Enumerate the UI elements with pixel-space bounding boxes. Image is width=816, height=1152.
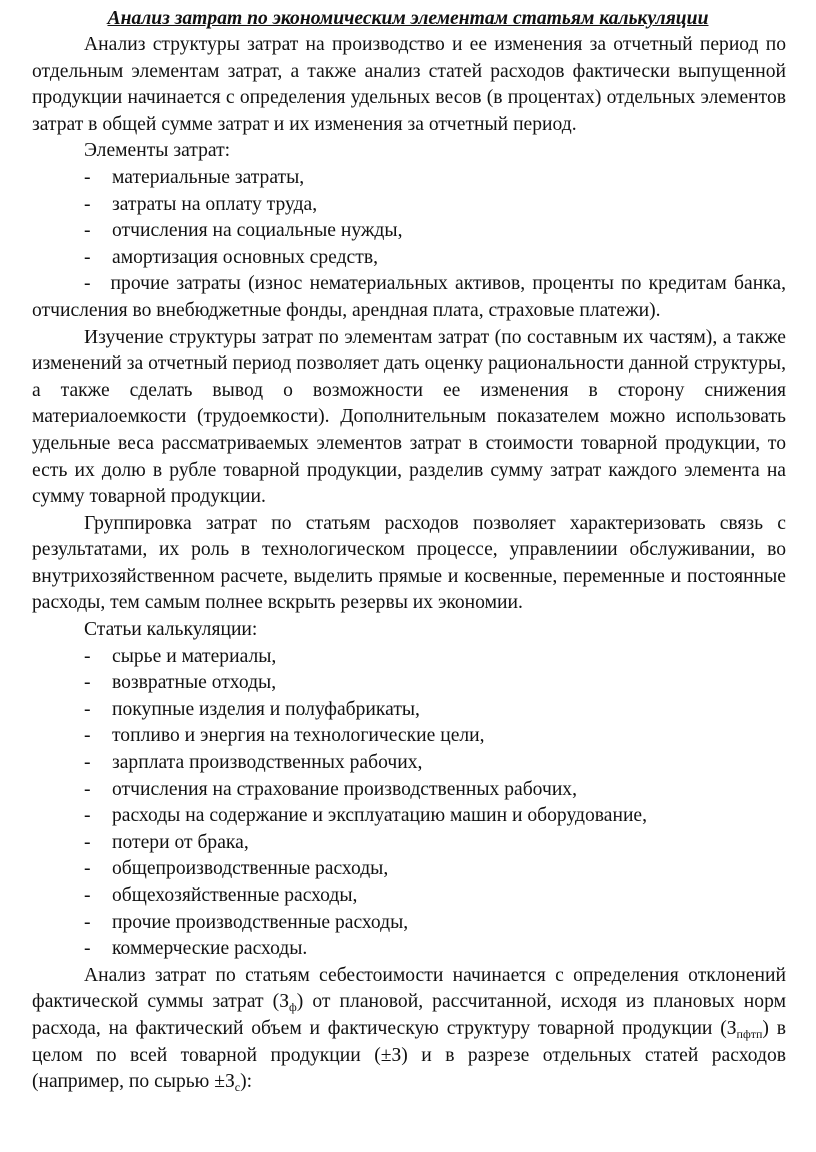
list-item: - покупные изделия и полуфабрикаты, — [32, 697, 786, 724]
list-item: - затраты на оплату труда, — [32, 192, 786, 219]
list-dash: - — [84, 220, 91, 242]
list-item: - амортизация основных средств, — [32, 245, 786, 272]
list-item: - прочие затраты (износ нематериальных активов, проценты по кредитам банка, отчисления во внебюджетные фонды, арендная плата, страховые платежи). — [32, 273, 786, 321]
list-item: - общепроизводственные расходы, — [32, 856, 786, 883]
list-dash: - — [84, 885, 91, 906]
subscript-raw: с — [234, 1080, 241, 1095]
list-dash: - — [84, 672, 91, 694]
list-dash: - — [84, 858, 91, 880]
list-dash: - — [84, 911, 91, 933]
elements-heading: Элементы затрат: — [84, 140, 231, 162]
page-title: Анализ затрат по экономическим элементам статьям калькуляции — [107, 8, 709, 29]
list-dash: - — [84, 698, 91, 720]
list-item: - топливо и энергия на технологические цели, — [32, 723, 786, 750]
list-item: - материальные затраты, — [32, 165, 786, 192]
list-dash: - — [84, 725, 91, 747]
subscript-actual: ф — [289, 1000, 297, 1015]
list-item: - зарплата производственных рабочих, — [32, 750, 786, 777]
list-item: - отчисления на страхование производственных рабочих, — [32, 777, 786, 804]
items-heading: Статьи калькуляции: — [84, 619, 258, 641]
paragraph-structure: Изучение структуры затрат по элементам затрат (по составным их частям), а также изменений за отчетный период позволяет дать оценку рациональности данной структуры, а также сделать вывод о возможности ее изменения в сторону снижения материалоемкости (трудоемкости). Дополнительным показателем можно использовать удельные веса рассматриваемых элементов затрат в стоимости товарной продукции, то есть их долю в рубле товарной продукции, разделив сумму затрат каждого элемента на сумму товарной продукции. — [32, 326, 786, 508]
list-item: - общехозяйственные расходы, — [32, 883, 786, 910]
calculation-items-list — [32, 644, 786, 963]
subscript-planned: пфтп — [736, 1026, 763, 1041]
list-item: - прочие производственные расходы, — [32, 910, 786, 937]
paragraph-cost-analysis: Анализ затрат по статьям себестоимости начинается с определения отклонений фактической суммы затрат $(З_ф)$ от плановой, рассчитанной, исходя из плановых норм расхода, на фактический объем и фактическую структуру товарной продукции $(З_{пфтп})$ в целом по всей товарной продукции (±З) и в разрезе отдельных статей расходов (например, по сырью $\pm З_с$): — [32, 964, 786, 1095]
paragraph-intro: Анализ структуры затрат на производство и ее изменения за отчетный период по отдельным элементам затрат, а также анализ статей расходов фактически выпущенной продукции начинается с определения удельных весов (в процентах) отдельных элементов затрат в общей сумме затрат и их изменения за отчетный период. — [32, 34, 786, 135]
list-dash: - — [84, 246, 91, 268]
list-dash: - — [84, 273, 91, 295]
list-dash: - — [84, 193, 91, 215]
list-dash: - — [84, 645, 91, 667]
list-item: - сырье и материалы, — [32, 644, 786, 671]
list-dash: - — [84, 831, 91, 853]
list-item: - потери от брака, — [32, 830, 786, 857]
list-dash: - — [84, 752, 91, 774]
paragraph-grouping: Группировка затрат по статьям расходов позволяет характеризовать связь с результатами, их роль в технологическом процессе, управлениии обслуживании, во внутрихозяйственном расчете, выделить прямые и косвенные, переменные и постоянные расходы, тем самым полнее вскрыть резервы их экономии. — [32, 512, 786, 614]
list-dash: - — [84, 778, 91, 800]
list-item: - отчисления на социальные нужды, — [32, 218, 786, 245]
elements-list — [32, 165, 786, 325]
list-dash: - — [84, 166, 91, 188]
list-dash: - — [84, 938, 91, 960]
document-body — [32, 32, 786, 1096]
list-item: - возвратные отходы, — [32, 670, 786, 697]
list-item: - расходы на содержание и эксплуатацию машин и оборудование, — [32, 803, 786, 830]
list-dash: - — [84, 805, 91, 827]
list-item: - коммерческие расходы. — [32, 936, 786, 963]
